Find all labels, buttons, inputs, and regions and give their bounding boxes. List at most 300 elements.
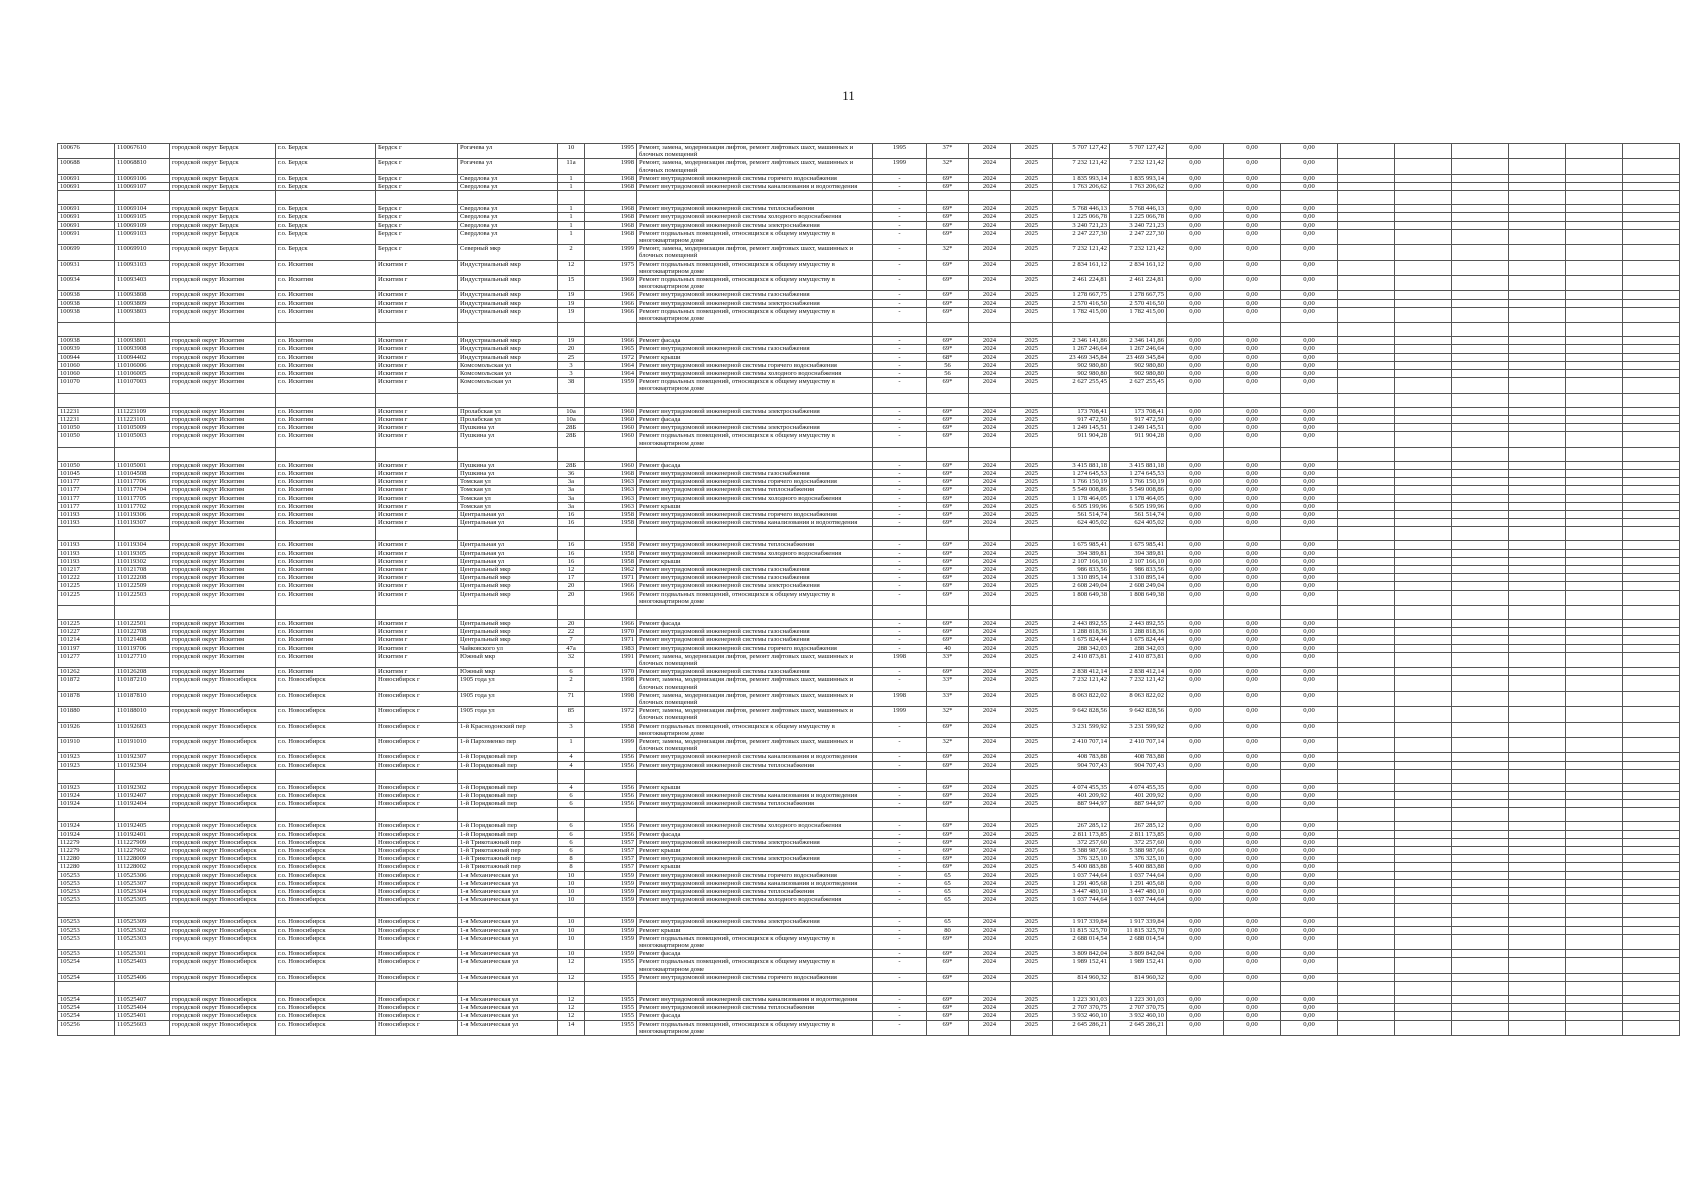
empty-cell [1452, 276, 1509, 291]
empty-cell [1452, 565, 1509, 573]
wear-cell: 69* [927, 407, 969, 415]
district-cell: г.о. Новосибирск [276, 676, 376, 691]
work-id-cell: 111228002 [115, 863, 170, 871]
work-id-cell: 111227902 [115, 847, 170, 855]
build-year-cell: 1958 [585, 510, 637, 518]
cost-local-cell: 0,00 [1224, 291, 1281, 299]
district-cell: г.о. Новосибирск [276, 761, 376, 769]
cost-fund-cell: 5 768 446,13 [1110, 205, 1167, 213]
municipality-cell: городской округ Искитим [170, 668, 276, 676]
cost-fund-cell: 1 037 744,64 [1110, 896, 1167, 904]
cost-owners-cell: 0,00 [1281, 707, 1338, 722]
street-cell: Томская ул [458, 494, 558, 502]
build-year-cell: 1966 [585, 291, 637, 299]
empty-cell [1566, 502, 1623, 510]
cost-total-cell: 4 074 455,35 [1053, 783, 1110, 791]
table-row [58, 229, 1680, 244]
house-number-cell: 32 [558, 652, 585, 667]
empty-cell [1509, 205, 1566, 213]
lift-year-cell: - [873, 830, 927, 838]
municipality-cell: городской округ Искитим [170, 652, 276, 667]
empty-cell [1566, 213, 1623, 221]
empty-cell [376, 605, 458, 619]
work-id-cell: 110525403 [115, 958, 170, 973]
empty-cell [1566, 549, 1623, 557]
work-id-cell: 110525307 [115, 879, 170, 887]
municipality-cell: городской округ Новосибирск [170, 973, 276, 981]
empty-cell [1011, 191, 1053, 205]
street-cell: Комсомольская ул [458, 378, 558, 393]
table-row [58, 213, 1680, 221]
house-number-cell: 4 [558, 761, 585, 769]
empty-cell [1509, 221, 1566, 229]
wear-cell: 68* [927, 353, 969, 361]
locality-cell: Бердск г [376, 159, 458, 174]
empty-cell [1053, 982, 1110, 996]
table-row [58, 1020, 1680, 1035]
lift-year-cell: - [873, 461, 927, 469]
cost-budget-cell: 0,00 [1167, 1004, 1224, 1012]
empty-cell [1623, 361, 1680, 369]
empty-cell [927, 191, 969, 205]
cost-local-cell: 0,00 [1224, 549, 1281, 557]
empty-cell [1452, 668, 1509, 676]
empty-cell [1167, 769, 1224, 783]
lift-year-cell: - [873, 229, 927, 244]
locality-cell: Новосибирск г [376, 958, 458, 973]
build-year-cell: 1998 [585, 691, 637, 706]
empty-cell [1566, 424, 1623, 432]
empty-cell [1623, 159, 1680, 174]
house-number-cell: 7 [558, 636, 585, 644]
build-year-cell: 1966 [585, 299, 637, 307]
street-cell: Пролабская ул [458, 415, 558, 423]
empty-cell [1509, 502, 1566, 510]
cost-total-cell: 1 782 415,00 [1053, 307, 1110, 322]
empty-cell [1566, 605, 1623, 619]
work-id-cell: 110069106 [115, 174, 170, 182]
locality-cell: Искитим г [376, 469, 458, 477]
empty-cell [558, 527, 585, 541]
table-row [58, 291, 1680, 299]
cost-total-cell: 1 291 405,68 [1053, 879, 1110, 887]
street-cell: Южный мкр [458, 668, 558, 676]
empty-cell [1452, 144, 1509, 159]
house-id-cell: 101277 [58, 652, 115, 667]
house-id-cell: 100944 [58, 353, 115, 361]
empty-cell [1338, 934, 1395, 949]
empty-cell [115, 393, 170, 407]
street-cell: Пушкина ул [458, 469, 558, 477]
work-type-cell: Ремонт внутридомовой инженерной системы теплоснабжения [637, 486, 873, 494]
work-type-cell: Ремонт подвальных помещений, относящихся к общему имуществу в многоквартирном доме [637, 260, 873, 275]
build-year-cell: 1999 [585, 245, 637, 260]
empty-cell [1566, 738, 1623, 753]
house-number-cell: 28Б [558, 424, 585, 432]
house-id-cell: 101214 [58, 636, 115, 644]
empty-cell [1509, 871, 1566, 879]
cost-total-cell: 3 809 842,04 [1053, 950, 1110, 958]
street-cell: 1-я Механическая ул [458, 871, 558, 879]
work-id-cell: 110119305 [115, 549, 170, 557]
house-number-cell: 3 [558, 370, 585, 378]
cost-owners-cell: 0,00 [1281, 486, 1338, 494]
empty-cell [1566, 337, 1623, 345]
cost-owners-cell: 0,00 [1281, 582, 1338, 590]
work-id-cell: 110093403 [115, 276, 170, 291]
empty-cell [276, 191, 376, 205]
house-id-cell: 105253 [58, 926, 115, 934]
empty-cell [1338, 652, 1395, 667]
cost-owners-cell: 0,00 [1281, 896, 1338, 904]
district-cell: г.о. Искитим [276, 461, 376, 469]
work-type-cell: Ремонт внутридомовой инженерной системы теплоснабжения [637, 541, 873, 549]
house-number-cell: 10 [558, 926, 585, 934]
cost-fund-cell: 2 107 166,10 [1110, 557, 1167, 565]
municipality-cell: городской округ Искитим [170, 519, 276, 527]
work-type-cell: Ремонт внутридомовой инженерной системы теплоснабжения [637, 888, 873, 896]
locality-cell: Новосибирск г [376, 838, 458, 846]
lift-year-cell: - [873, 205, 927, 213]
plan-start-cell: 2024 [969, 378, 1011, 393]
empty-cell [1338, 918, 1395, 926]
district-cell: г.о. Новосибирск [276, 918, 376, 926]
work-id-cell: 110525304 [115, 888, 170, 896]
plan-start-cell: 2024 [969, 1012, 1011, 1020]
locality-cell: Искитим г [376, 407, 458, 415]
empty-cell [1623, 323, 1680, 337]
cost-total-cell: 911 904,28 [1053, 432, 1110, 447]
cost-local-cell: 0,00 [1224, 1004, 1281, 1012]
empty-cell [1395, 345, 1452, 353]
plan-end-cell: 2025 [1011, 668, 1053, 676]
cost-budget-cell: 0,00 [1167, 159, 1224, 174]
street-cell: Индустриальный мкр [458, 337, 558, 345]
work-id-cell: 110525305 [115, 896, 170, 904]
empty-cell [115, 191, 170, 205]
empty-cell [1395, 838, 1452, 846]
work-type-cell: Ремонт фасада [637, 1012, 873, 1020]
empty-cell [1281, 808, 1338, 822]
work-type-cell: Ремонт внутридомовой инженерной системы горячего водоснабжения [637, 644, 873, 652]
empty-cell [115, 605, 170, 619]
house-number-cell: 11а [558, 159, 585, 174]
wear-cell: 32* [927, 245, 969, 260]
cost-fund-cell: 1 763 206,62 [1110, 183, 1167, 191]
lift-year-cell: - [873, 260, 927, 275]
work-type-cell: Ремонт внутридомовой инженерной системы горячего водоснабжения [637, 871, 873, 879]
empty-cell [1509, 950, 1566, 958]
empty-cell [1011, 605, 1053, 619]
cost-budget-cell: 0,00 [1167, 761, 1224, 769]
lift-year-cell: 1999 [873, 159, 927, 174]
cost-total-cell: 288 342,03 [1053, 644, 1110, 652]
cost-owners-cell: 0,00 [1281, 761, 1338, 769]
locality-cell: Новосибирск г [376, 950, 458, 958]
cost-local-cell: 0,00 [1224, 855, 1281, 863]
cost-owners-cell: 0,00 [1281, 636, 1338, 644]
house-id-cell: 100938 [58, 307, 115, 322]
empty-cell [1452, 644, 1509, 652]
work-id-cell: 110105003 [115, 432, 170, 447]
plan-start-cell: 2024 [969, 541, 1011, 549]
empty-cell [1224, 808, 1281, 822]
empty-cell [1566, 144, 1623, 159]
empty-cell [1509, 676, 1566, 691]
street-cell: Центральный мкр [458, 628, 558, 636]
house-id-cell: 101217 [58, 565, 115, 573]
empty-cell [1053, 447, 1110, 461]
municipality-cell: городской округ Новосибирск [170, 847, 276, 855]
table-spacer-row [58, 447, 1680, 461]
municipality-cell: городской округ Новосибирск [170, 800, 276, 808]
empty-cell [1452, 229, 1509, 244]
empty-cell [1395, 323, 1452, 337]
empty-cell [115, 982, 170, 996]
plan-start-cell: 2024 [969, 345, 1011, 353]
house-id-cell: 100938 [58, 299, 115, 307]
cost-local-cell: 0,00 [1224, 299, 1281, 307]
wear-cell: 69* [927, 753, 969, 761]
lift-year-cell: - [873, 871, 927, 879]
empty-cell [1566, 527, 1623, 541]
cost-total-cell: 2 627 255,45 [1053, 378, 1110, 393]
empty-cell [1338, 904, 1395, 918]
empty-cell [1566, 918, 1623, 926]
table-row [58, 996, 1680, 1004]
empty-cell [1338, 191, 1395, 205]
cost-total-cell: 1 763 206,62 [1053, 183, 1110, 191]
empty-cell [170, 527, 276, 541]
lift-year-cell: - [873, 888, 927, 896]
empty-cell [1623, 582, 1680, 590]
house-id-cell: 101225 [58, 590, 115, 605]
lift-year-cell: - [873, 800, 927, 808]
cost-owners-cell: 0,00 [1281, 918, 1338, 926]
cost-owners-cell: 0,00 [1281, 973, 1338, 981]
empty-cell [1509, 424, 1566, 432]
empty-cell [1452, 722, 1509, 737]
street-cell: Томская ул [458, 486, 558, 494]
empty-cell [1452, 159, 1509, 174]
house-number-cell: 12 [558, 1004, 585, 1012]
table-row [58, 353, 1680, 361]
cost-fund-cell: 2 346 141,86 [1110, 337, 1167, 345]
empty-cell [1338, 424, 1395, 432]
cost-owners-cell: 0,00 [1281, 415, 1338, 423]
municipality-cell: городской округ Новосибирск [170, 934, 276, 949]
plan-start-cell: 2024 [969, 565, 1011, 573]
house-id-cell: 101177 [58, 486, 115, 494]
municipality-cell: городской округ Искитим [170, 291, 276, 299]
empty-cell [1452, 879, 1509, 887]
street-cell: Пушкина ул [458, 424, 558, 432]
work-type-cell: Ремонт внутридомовой инженерной системы электроснабжения [637, 299, 873, 307]
district-cell: г.о. Искитим [276, 337, 376, 345]
plan-end-cell: 2025 [1011, 378, 1053, 393]
work-type-cell: Ремонт внутридомовой инженерной системы канализования и водоотведения [637, 753, 873, 761]
empty-cell [1509, 213, 1566, 221]
cost-budget-cell: 0,00 [1167, 1020, 1224, 1035]
house-number-cell: 12 [558, 996, 585, 1004]
empty-cell [637, 769, 873, 783]
empty-cell [637, 527, 873, 541]
cost-total-cell: 814 960,32 [1053, 973, 1110, 981]
cost-total-cell: 173 708,41 [1053, 407, 1110, 415]
empty-cell [1623, 691, 1680, 706]
empty-cell [1566, 260, 1623, 275]
cost-fund-cell: 1 288 818,36 [1110, 628, 1167, 636]
empty-cell [1623, 519, 1680, 527]
cost-fund-cell: 917 472,50 [1110, 415, 1167, 423]
district-cell: г.о. Бердск [276, 159, 376, 174]
lift-year-cell: - [873, 469, 927, 477]
cost-owners-cell: 0,00 [1281, 1020, 1338, 1035]
district-cell: г.о. Новосибирск [276, 722, 376, 737]
locality-cell: Искитим г [376, 307, 458, 322]
empty-cell [1509, 486, 1566, 494]
lift-year-cell: - [873, 1012, 927, 1020]
empty-cell [1053, 527, 1110, 541]
empty-cell [1338, 582, 1395, 590]
lift-year-cell: - [873, 926, 927, 934]
cost-budget-cell: 0,00 [1167, 307, 1224, 322]
cost-budget-cell: 0,00 [1167, 830, 1224, 838]
table-row [58, 245, 1680, 260]
street-cell: Центральный мкр [458, 636, 558, 644]
empty-cell [58, 447, 115, 461]
empty-cell [969, 982, 1011, 996]
house-id-cell: 100691 [58, 205, 115, 213]
empty-cell [1566, 345, 1623, 353]
build-year-cell: 1966 [585, 337, 637, 345]
empty-cell [1566, 432, 1623, 447]
empty-cell [1623, 461, 1680, 469]
empty-cell [969, 605, 1011, 619]
empty-cell [558, 769, 585, 783]
cost-local-cell: 0,00 [1224, 174, 1281, 182]
build-year-cell: 1957 [585, 847, 637, 855]
cost-owners-cell: 0,00 [1281, 407, 1338, 415]
municipality-cell: городской округ Искитим [170, 510, 276, 518]
municipality-cell: городской округ Искитим [170, 432, 276, 447]
plan-start-cell: 2024 [969, 996, 1011, 1004]
house-id-cell: 105254 [58, 973, 115, 981]
cost-owners-cell: 0,00 [1281, 879, 1338, 887]
cost-total-cell: 902 980,80 [1053, 370, 1110, 378]
plan-start-cell: 2024 [969, 918, 1011, 926]
plan-start-cell: 2024 [969, 934, 1011, 949]
plan-end-cell: 2025 [1011, 486, 1053, 494]
cost-local-cell: 0,00 [1224, 345, 1281, 353]
build-year-cell: 1956 [585, 761, 637, 769]
empty-cell [1623, 307, 1680, 322]
district-cell: г.о. Новосибирск [276, 847, 376, 855]
empty-cell [1623, 183, 1680, 191]
empty-cell [1623, 502, 1680, 510]
empty-cell [1509, 855, 1566, 863]
cost-total-cell: 1 037 744,64 [1053, 871, 1110, 879]
empty-cell [276, 904, 376, 918]
cost-local-cell: 0,00 [1224, 565, 1281, 573]
cost-local-cell: 0,00 [1224, 353, 1281, 361]
empty-cell [1623, 557, 1680, 565]
cost-owners-cell: 0,00 [1281, 345, 1338, 353]
cost-owners-cell: 0,00 [1281, 159, 1338, 174]
work-id-cell: 110525301 [115, 950, 170, 958]
house-id-cell: 105253 [58, 879, 115, 887]
empty-cell [1509, 1004, 1566, 1012]
municipality-cell: городской округ Бердск [170, 245, 276, 260]
empty-cell [58, 904, 115, 918]
locality-cell: Искитим г [376, 494, 458, 502]
table-row [58, 260, 1680, 275]
house-id-cell: 101222 [58, 574, 115, 582]
cost-owners-cell: 0,00 [1281, 652, 1338, 667]
empty-cell [1338, 676, 1395, 691]
house-number-cell: 10а [558, 407, 585, 415]
cost-fund-cell: 1 917 339,84 [1110, 918, 1167, 926]
empty-cell [1167, 605, 1224, 619]
district-cell: г.о. Искитим [276, 541, 376, 549]
cost-local-cell: 0,00 [1224, 863, 1281, 871]
cost-budget-cell: 0,00 [1167, 691, 1224, 706]
empty-cell [1452, 502, 1509, 510]
empty-cell [873, 982, 927, 996]
empty-cell [1566, 783, 1623, 791]
empty-cell [1566, 847, 1623, 855]
plan-start-cell: 2024 [969, 855, 1011, 863]
table-row [58, 307, 1680, 322]
empty-cell [585, 904, 637, 918]
empty-cell [1566, 934, 1623, 949]
empty-cell [1623, 527, 1680, 541]
house-number-cell: 3 [558, 361, 585, 369]
table-row [58, 299, 1680, 307]
wear-cell: 33* [927, 691, 969, 706]
lift-year-cell: - [873, 494, 927, 502]
house-id-cell: 100676 [58, 144, 115, 159]
cost-local-cell: 0,00 [1224, 407, 1281, 415]
empty-cell [1566, 494, 1623, 502]
plan-start-cell: 2024 [969, 144, 1011, 159]
cost-local-cell: 0,00 [1224, 926, 1281, 934]
table-row [58, 337, 1680, 345]
empty-cell [1623, 1020, 1680, 1035]
district-cell: г.о. Новосибирск [276, 800, 376, 808]
district-cell: г.о. Новосибирск [276, 691, 376, 706]
plan-start-cell: 2024 [969, 800, 1011, 808]
empty-cell [1509, 636, 1566, 644]
street-cell: Свердлова ул [458, 221, 558, 229]
empty-cell [1509, 174, 1566, 182]
empty-cell [1509, 299, 1566, 307]
work-id-cell: 110192302 [115, 783, 170, 791]
cost-budget-cell: 0,00 [1167, 926, 1224, 934]
table-row [58, 276, 1680, 291]
work-type-cell: Ремонт крыши [637, 847, 873, 855]
street-cell: 1-й Краснодонский пер [458, 722, 558, 737]
street-cell: Свердлова ул [458, 213, 558, 221]
empty-cell [58, 769, 115, 783]
empty-cell [1338, 896, 1395, 904]
district-cell: г.о. Бердск [276, 245, 376, 260]
locality-cell: Искитим г [376, 628, 458, 636]
district-cell: г.о. Искитим [276, 494, 376, 502]
empty-cell [1338, 574, 1395, 582]
cost-local-cell: 0,00 [1224, 783, 1281, 791]
empty-cell [1011, 769, 1053, 783]
